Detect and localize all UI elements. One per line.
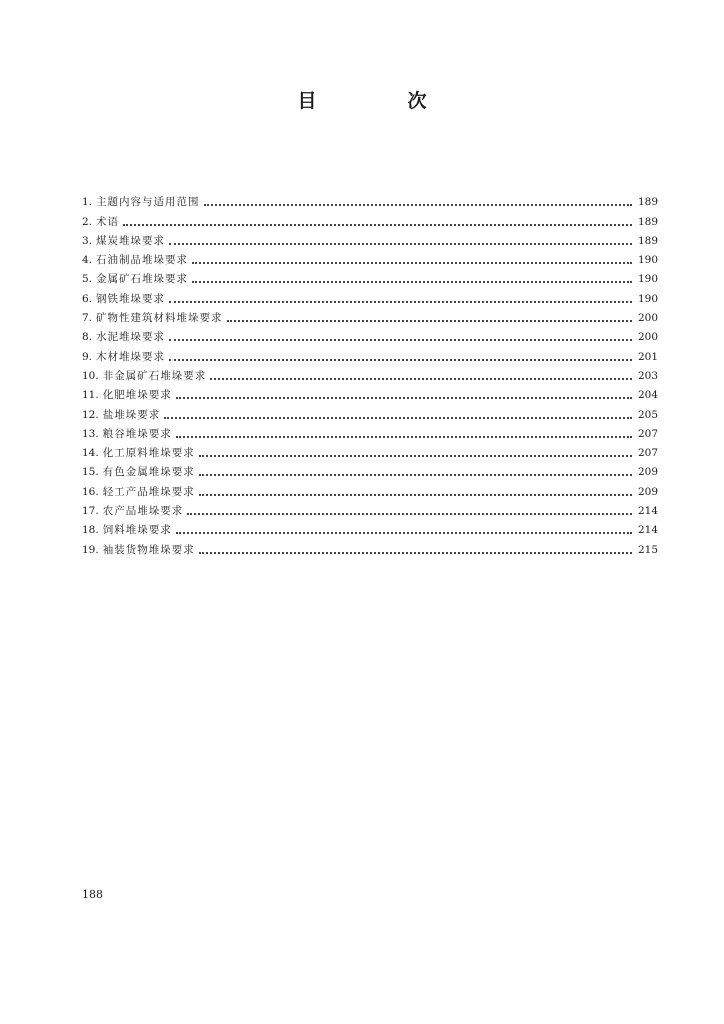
toc-dot-leader [192, 269, 632, 283]
toc-entry-label: 农产品堆垛要求 [102, 505, 184, 518]
toc-entry-number: 11. [82, 389, 99, 402]
toc-entry-page: 214 [637, 524, 658, 537]
toc-dot-leader [164, 405, 632, 419]
toc-entry[interactable] [82, 401, 658, 420]
toc-entry-page: 209 [637, 485, 658, 498]
toc-entry-number: 4. [82, 254, 93, 267]
toc-entry-number: 12. [82, 408, 99, 421]
toc-entry[interactable] [82, 478, 658, 497]
toc-entry-number: 5. [82, 273, 93, 286]
toc-entry-number: 18. [82, 524, 99, 537]
toc-entry-page: 203 [637, 369, 658, 382]
toc-entry-page: 190 [637, 254, 658, 267]
toc-entry[interactable] [82, 517, 658, 536]
toc-entry[interactable] [82, 459, 658, 478]
toc-entry-label: 钢铁堆垛要求 [96, 292, 166, 305]
toc-entry-label: 木材堆垛要求 [96, 350, 166, 363]
toc-entry-number: 9. [82, 350, 93, 363]
toc-entry-label: 有色金属堆垛要求 [102, 466, 195, 479]
toc-entry-page: 201 [637, 350, 658, 363]
toc-dot-leader [199, 462, 632, 476]
toc-dot-leader [192, 250, 632, 264]
toc-entry-label: 水泥堆垛要求 [96, 331, 166, 344]
toc-entry-number: 15. [82, 466, 99, 479]
toc-entry[interactable] [82, 421, 658, 440]
toc-entry-page: 190 [637, 273, 658, 286]
toc-dot-leader [123, 212, 632, 226]
toc-entry-page: 204 [637, 389, 658, 402]
toc-entry-number: 10. [82, 369, 99, 382]
toc-entry-label: 化工原料堆垛要求 [102, 447, 195, 460]
toc-dot-leader [176, 424, 632, 438]
toc-dot-leader [169, 327, 632, 341]
toc-entry[interactable] [82, 382, 658, 401]
toc-entry[interactable] [82, 247, 658, 266]
page-number: 188 [82, 888, 103, 901]
toc-entry-label: 主题内容与适用范围 [96, 196, 200, 209]
toc-entry-label: 饲料堆垛要求 [102, 524, 172, 537]
toc-dot-leader [169, 231, 632, 245]
toc-entry-number: 19. [82, 543, 99, 556]
toc-entry[interactable] [82, 228, 658, 247]
toc-entry[interactable] [82, 266, 658, 285]
toc-entry-label: 轻工产品堆垛要求 [102, 485, 195, 498]
table-of-contents [82, 189, 658, 556]
toc-entry[interactable] [82, 363, 658, 382]
toc-dot-leader [199, 443, 632, 457]
toc-dot-leader [199, 540, 632, 554]
toc-entry[interactable] [82, 305, 658, 324]
toc-entry[interactable] [82, 324, 658, 343]
toc-entry-label: 矿物性建筑材料堆垛要求 [96, 312, 223, 325]
toc-entry-number: 2. [82, 215, 93, 228]
toc-entry-number: 6. [82, 292, 93, 305]
toc-entry-page: 189 [637, 196, 658, 209]
toc-dot-leader [187, 501, 632, 515]
toc-entry-label: 石油制品堆垛要求 [96, 254, 189, 267]
toc-entry-number: 14. [82, 447, 99, 460]
toc-entry-number: 13. [82, 427, 99, 440]
toc-entry-page: 215 [637, 543, 658, 556]
toc-entry-page: 189 [637, 215, 658, 228]
toc-entry-number: 3. [82, 234, 93, 247]
toc-entry[interactable] [82, 440, 658, 459]
toc-entry-label: 术语 [96, 215, 120, 228]
toc-entry-page: 214 [637, 505, 658, 518]
toc-entry-label: 煤炭堆垛要求 [96, 234, 166, 247]
toc-entry-page: 209 [637, 466, 658, 479]
toc-entry-label: 袖装货物堆垛要求 [102, 543, 195, 556]
toc-entry-page: 189 [637, 234, 658, 247]
toc-dot-leader [176, 520, 632, 534]
toc-entry-label: 盐堆垛要求 [102, 408, 161, 421]
toc-dot-leader [169, 347, 632, 361]
toc-entry[interactable] [82, 189, 658, 208]
toc-entry[interactable] [82, 536, 658, 555]
toc-entry-page: 200 [637, 312, 658, 325]
toc-entry-number: 17. [82, 505, 99, 518]
toc-entry[interactable] [82, 343, 658, 362]
toc-entry-page: 205 [637, 408, 658, 421]
toc-entry-label: 非金属矿石堆垛要求 [102, 369, 207, 382]
toc-entry-number: 1. [82, 196, 93, 209]
toc-dot-leader [176, 385, 632, 399]
toc-entry-label: 粮谷堆垛要求 [102, 427, 172, 440]
toc-entry[interactable] [82, 285, 658, 304]
toc-dot-leader [210, 366, 632, 380]
toc-entry-label: 金属矿石堆垛要求 [96, 273, 189, 286]
toc-entry[interactable] [82, 208, 658, 227]
toc-entry-page: 190 [637, 292, 658, 305]
toc-entry-page: 207 [637, 447, 658, 460]
toc-dot-leader [169, 289, 632, 303]
toc-entry-number: 8. [82, 331, 93, 344]
toc-entry-number: 7. [82, 312, 93, 325]
toc-entry-page: 207 [637, 427, 658, 440]
toc-dot-leader [199, 482, 632, 496]
toc-entry-label: 化肥堆垛要求 [102, 389, 172, 402]
toc-entry[interactable] [82, 498, 658, 517]
toc-entry-page: 200 [637, 331, 658, 344]
toc-dot-leader [227, 308, 632, 322]
toc-dot-leader [204, 192, 632, 206]
toc-entry-number: 16. [82, 485, 99, 498]
page-title: 目 次 [297, 90, 463, 112]
